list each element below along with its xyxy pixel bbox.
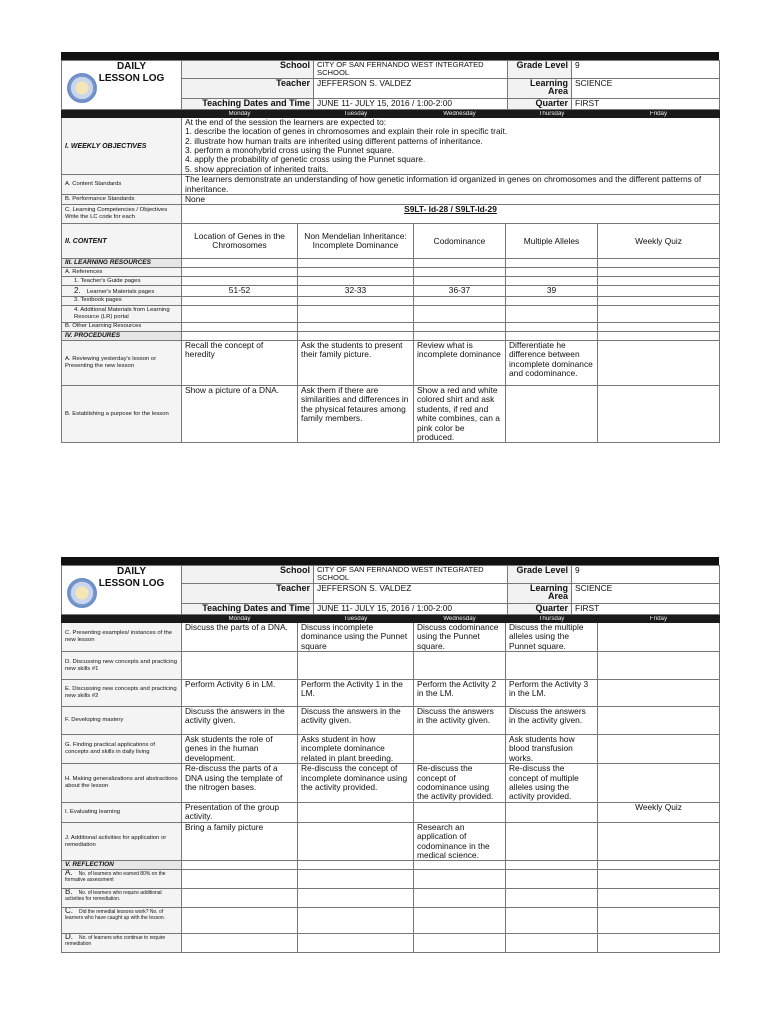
evaluating-tuesday <box>298 802 414 822</box>
performance-standards-label: B. Performance Standards <box>62 195 182 205</box>
skills-wednesday: Perform the Activity 2 in the LM. <box>414 680 506 707</box>
examples-label: C. Presenting examples/ instances of the new lesson <box>62 622 182 651</box>
mastery-label: F. Developing mastery <box>62 707 182 735</box>
day-header-row <box>62 110 720 117</box>
dates-value: JUNE 11- JULY 15, 2016 / 1:00-2:00 <box>314 603 508 614</box>
school-label: School <box>182 61 314 79</box>
form-title-line2: LESSON LOG <box>98 73 165 84</box>
lm-pages-thursday: 39 <box>506 286 598 296</box>
mastery-tuesday: Discuss the answers in the activity given. <box>298 707 414 735</box>
plan-table-2 <box>61 615 720 954</box>
purpose-wednesday: Show a red and white colored shirt and ask students, if red and white combines, can a pink color be produced. <box>414 385 506 442</box>
teacher-value: JEFFERSON S. VALDEZ <box>314 78 508 98</box>
additional-tuesday <box>298 822 414 861</box>
content-friday: Weekly Quiz <box>598 224 720 259</box>
objectives-label: I. WEEKLY OBJECTIVES <box>62 117 182 174</box>
mastery-wednesday: Discuss the answers in the activity given. <box>414 707 506 735</box>
skills-monday: Perform Activity 6 in LM. <box>182 680 298 707</box>
lesson-log-page-2 <box>61 557 719 953</box>
examples-tuesday: Discuss incomplete dominance using the Punnet square <box>298 622 414 651</box>
learners-materials-label: Learner's Materials pages <box>86 288 155 295</box>
mastery-friday <box>598 707 720 735</box>
day-wednesday: Wednesday <box>414 615 506 622</box>
day-thursday: Thursday <box>506 615 598 622</box>
day-friday: Friday <box>598 615 720 622</box>
lc-code-cell <box>182 205 720 224</box>
mastery-monday: Discuss the answers in the activity given. <box>182 707 298 735</box>
day-tuesday: Tuesday <box>298 110 414 117</box>
purpose-thursday <box>506 385 598 442</box>
school-value: CITY OF SAN FERNANDO WEST INTEGRATED SCHOOL <box>314 566 508 584</box>
review-friday <box>598 340 720 385</box>
examples-monday: Discuss the parts of a DNA. <box>182 622 298 651</box>
competencies-label: C. Learning Competencies / Objectives Write the LC code for each <box>62 205 182 224</box>
mastery-thursday: Discuss the answers in the activity given. <box>506 707 598 735</box>
applications-wednesday <box>414 735 506 764</box>
reflection-a-cell <box>62 870 182 889</box>
textbook-pages-label: 3. Textbook pages <box>62 296 182 305</box>
area-value: SCIENCE <box>572 78 720 98</box>
additional-activities-label: J. Additional activities for application or remediation <box>62 822 182 861</box>
content-label: II. CONTENT <box>62 224 182 259</box>
deped-seal-icon <box>67 73 97 103</box>
lc-code: S9LT- Id-28 / S9LT-Id-29 <box>404 204 497 215</box>
teacher-value: JEFFERSON S. VALDEZ <box>314 583 508 603</box>
applications-monday: Ask students the role of genes in the human development. <box>182 735 298 764</box>
examples-thursday: Discuss the multiple alleles using the Punnet square. <box>506 622 598 651</box>
generalizations-friday <box>598 764 720 803</box>
deped-seal-icon <box>67 578 97 608</box>
review-thursday: Differentiate he difference between incomplete dominance and codominance. <box>506 340 598 385</box>
form-title-line1: DAILY <box>116 61 147 72</box>
reflection-a-text: No. of learners who earned 80% on the formative assessment <box>65 871 166 884</box>
logo-title-cell <box>62 61 182 110</box>
content-standards-label: A. Content Standards <box>62 175 182 195</box>
content-tuesday: Non Mendelian Inheritance: Incomplete Dominance <box>298 224 414 259</box>
form-title-line1: DAILY <box>116 566 147 577</box>
day-monday: Monday <box>182 110 298 117</box>
purpose-tuesday: Ask them if there are similarities and differences in the physical fetaures among family members. <box>298 385 414 442</box>
reflection-b-text: No. of learners who require additional activities for remediation. <box>65 890 162 903</box>
teacher-label: Teacher <box>182 78 314 98</box>
objectives-text <box>182 117 720 174</box>
reflection-d-letter: D. <box>65 933 73 942</box>
page-top-bar <box>61 52 719 60</box>
resources-label: III. LEARNING RESOURCES <box>62 259 182 268</box>
lesson-log-page-1 <box>61 52 719 443</box>
applications-thursday: Ask students how blood transfusion works. <box>506 735 598 764</box>
header-table <box>61 565 720 615</box>
applications-tuesday: Asks student in how incomplete dominance related in plant breeding. <box>298 735 414 764</box>
additional-monday: Bring a family picture <box>182 822 298 861</box>
applications-label: G. Finding practical applications of concepts and skills in daily living <box>62 735 182 764</box>
reflection-c-letter: C. <box>65 907 73 916</box>
skills-friday <box>598 680 720 707</box>
page-top-bar <box>61 557 719 565</box>
day-thursday: Thursday <box>506 110 598 117</box>
concepts-2-label: E. Discussing new concepts and practicing new skills #2 <box>62 680 182 707</box>
form-title-line2: LESSON LOG <box>98 578 165 589</box>
quarter-value: FIRST <box>572 98 720 109</box>
day-wednesday: Wednesday <box>414 110 506 117</box>
lm-pages-tuesday: 32-33 <box>298 286 414 296</box>
objective-line: 4. apply the probability of genetic cross using the Punnet square. <box>185 154 426 165</box>
reflection-label: V. REFLECTION <box>62 861 182 870</box>
grade-label: Grade Level <box>508 61 572 79</box>
reflection-a-letter: A. <box>65 869 73 878</box>
quarter-value: FIRST <box>572 603 720 614</box>
skills-tuesday: Perform the Activity 1 in the LM. <box>298 680 414 707</box>
dates-label: Teaching Dates and Time <box>182 98 314 109</box>
objective-line: 1. describe the location of genes in chromosomes and explain their role in specific trait. <box>185 126 508 137</box>
teacher-label: Teacher <box>182 583 314 603</box>
grade-value: 9 <box>572 61 720 79</box>
content-monday: Location of Genes in the Chromosomes <box>182 224 298 259</box>
school-value: CITY OF SAN FERNANDO WEST INTEGRATED SCHOOL <box>314 61 508 79</box>
day-tuesday: Tuesday <box>298 615 414 622</box>
generalizations-tuesday: Re-discuss the concept of incomplete dominance using the activity provided. <box>298 764 414 803</box>
review-tuesday: Ask the students to present their family picture. <box>298 340 414 385</box>
reflection-b-letter: B. <box>65 888 73 897</box>
lm-pages-wednesday: 36-37 <box>414 286 506 296</box>
examples-wednesday: Discuss codominance using the Punnet square. <box>414 622 506 651</box>
additional-wednesday: Research an application of codominance in the medical science. <box>414 822 506 861</box>
generalizations-label: H. Making generalizations and abstractions about the lesson <box>62 764 182 803</box>
reflection-c-text: Did the remedial lessons work? No. of learners who have caught up with the lesson. <box>65 909 166 922</box>
content-thursday: Multiple Alleles <box>506 224 598 259</box>
references-label: A. References <box>62 268 182 277</box>
lm-pages-friday <box>598 286 720 296</box>
content-wednesday: Codominance <box>414 224 506 259</box>
area-label: Learning Area <box>508 78 572 98</box>
additional-friday <box>598 822 720 861</box>
day-friday: Friday <box>598 110 720 117</box>
lm-pages-monday: 51-52 <box>182 286 298 296</box>
performance-standards-text: None <box>182 195 720 205</box>
school-label: School <box>182 566 314 584</box>
purpose-monday: Show a picture of a DNA. <box>182 385 298 442</box>
lr-portal-label: 4. Additional Materials from Learning Resource (LR) portal <box>62 305 182 322</box>
objective-line: 3. perform a monohybrid cross using the Punnet square. <box>185 145 395 156</box>
reflection-d-cell <box>62 934 182 953</box>
evaluating-friday: Weekly Quiz <box>598 802 720 822</box>
header-table <box>61 60 720 110</box>
quarter-label: Quarter <box>508 603 572 614</box>
dates-value: JUNE 11- JULY 15, 2016 / 1:00-2:00 <box>314 98 508 109</box>
plan-table-1 <box>61 110 720 444</box>
purpose-label: B. Establishing a purpose for the lesson <box>62 385 182 442</box>
learners-materials-label-cell <box>62 286 182 296</box>
grade-value: 9 <box>572 566 720 584</box>
day-monday: Monday <box>182 615 298 622</box>
skills-thursday: Perform the Activity 3 in the LM. <box>506 680 598 707</box>
learners-materials-number: 2. <box>74 285 81 295</box>
review-label: A. Reviewing yesterday's lesson or Presenting the new lesson <box>62 340 182 385</box>
applications-friday <box>598 735 720 764</box>
teachers-guide-label: 1. Teacher's Guide pages <box>62 277 182 286</box>
objective-line: At the end of the session the learners are expected to: <box>185 117 387 127</box>
generalizations-monday: Re-discuss the parts of a DNA using the template of the nitrogen bases. <box>182 764 298 803</box>
area-value: SCIENCE <box>572 583 720 603</box>
evaluating-thursday <box>506 802 598 822</box>
day-header-row <box>62 615 720 622</box>
dates-label: Teaching Dates and Time <box>182 603 314 614</box>
review-wednesday: Review what is incomplete dominance <box>414 340 506 385</box>
reflection-d-text: No. of learners who continue to require remediation <box>65 935 166 948</box>
grade-label: Grade Level <box>508 566 572 584</box>
other-resources-label: B. Other Learning Resources <box>62 322 182 331</box>
procedures-label: IV. PROCEDURES <box>62 331 182 340</box>
quarter-label: Quarter <box>508 98 572 109</box>
purpose-friday <box>598 385 720 442</box>
reflection-c-cell <box>62 908 182 934</box>
concepts-1-label: D. Discussing new concepts and practicing new skills #1 <box>62 652 182 680</box>
objective-line: 2. illustrate how human traits are inherited using different patterns of inheritance. <box>185 135 483 146</box>
examples-friday <box>598 622 720 651</box>
evaluating-label: I. Evaluating learning <box>62 802 182 822</box>
area-label: Learning Area <box>508 583 572 603</box>
evaluating-wednesday <box>414 802 506 822</box>
generalizations-thursday: Re-discuss the concept of multiple alleles using the activity provided. <box>506 764 598 803</box>
generalizations-wednesday: Re-discuss the concept of codominance using the activity provided. <box>414 764 506 803</box>
additional-thursday <box>506 822 598 861</box>
review-monday: Recall the concept of heredity <box>182 340 298 385</box>
content-standards-text: The learners demonstrate an understanding of how genetic information id organized in genes on chromosomes and the different patterns of inheritance. <box>182 175 720 195</box>
evaluating-monday: Presentation of the group activity. <box>182 802 298 822</box>
objective-line: 5. show appreciation of inherited traits. <box>185 163 329 174</box>
logo-title-cell <box>62 566 182 615</box>
reflection-b-cell <box>62 889 182 908</box>
